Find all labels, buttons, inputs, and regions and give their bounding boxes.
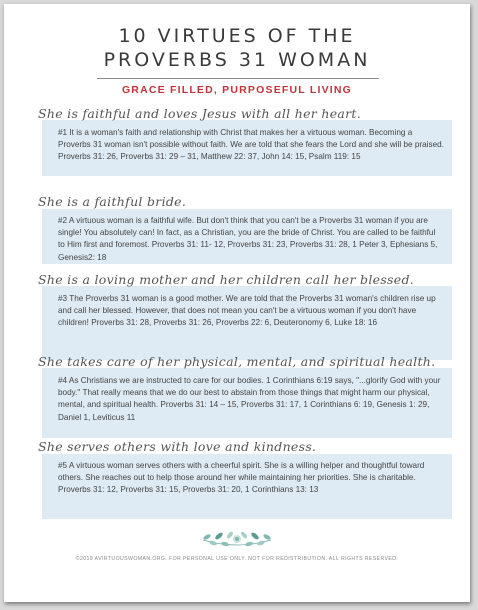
title-divider xyxy=(97,78,379,79)
virtue-text-2: #2 A virtuous woman is a faithful wife. But don't think that you can't be a Proverbs 31 woman if you are single! You absolutely can! In fact, as a Christian, you are the bride of Christ. You are called to be faithful to Him first and foremost. Proverbs 31: 11- 12, Proverbs 31: 23, Proverbs 31: 28, 1 Peter 3, Ephesians 5, Genesis2: 18 xyxy=(58,216,438,262)
printable-page xyxy=(4,4,470,602)
page-subtitle: GRACE FILLED, PURPOSEFUL LIVING xyxy=(121,84,353,96)
virtue-heading-5: She serves others with love and kindness. xyxy=(38,439,317,454)
virtue-heading-2: She is a faithful bride. xyxy=(38,194,187,209)
virtue-heading-4: She takes care of her physical, mental, and spiritual health. xyxy=(38,354,436,369)
page-title-line-1: 10 VIRTUES OF THE xyxy=(118,25,356,47)
copyright-footer: ©2019 AVIRTUOUSWOMAN.ORG. FOR PERSONAL USE ONLY. NOT FOR REDISTRIBUTION. ALL RIGHTS RESERVED. xyxy=(75,556,399,562)
page-title-line-2: PROVERBS 31 WOMAN xyxy=(103,49,371,71)
virtue-heading-1: She is faithful and loves Jesus with all her heart. xyxy=(38,106,362,121)
virtue-text-1: #1 It is a woman's faith and relationship with Christ that makes her a virtuous woman. Becoming a Proverbs 31 woman isn't possible without faith. We are told that she fears the Lord and she will be praised. Proverbs 31: 26, Proverbs 31: 29 – 31, Matthew 22: 37, John 14: 15, Psalm 119: 15 xyxy=(58,128,444,162)
virtue-text-4: #4 As Christians we are instructed to care for our bodies. 1 Corinthians 6:19 says, "...glorify God with your body." That really means that we do our best to abstain from those things that might harm our physical, mental, and spiritual health. Proverbs 31: 14 – 15, Proverbs 31: 17, 1 Corinthians 6: 19, Genesis 1: 29, Daniel 1, Leviticus 11 xyxy=(58,376,441,422)
virtue-heading-3: She is a loving mother and her children call her blessed. xyxy=(38,272,415,287)
leaf-wreath-icon xyxy=(197,526,277,550)
virtue-text-5: #5 A virtuous woman serves others with a cheerful spirit. She is a willing helper and thoughtful toward others. She reaches out to help those around her while maintaining her priorities. She is charitable. Proverbs 31: 12, Proverbs 31: 15, Proverbs 31: 20, 1 Corinthians 13: 13 xyxy=(58,461,425,495)
virtue-text-3: #3 The Proverbs 31 woman is a good mother. We are told that the Proverbs 31 woman's children rise up and call her blessed. However, that does not mean you can't be a virtuous woman if you don't have children! Proverbs 31: 28, Proverbs 31: 26, Proverbs 22: 6, Deuteronomy 6, Luke 18: 16 xyxy=(58,294,436,328)
